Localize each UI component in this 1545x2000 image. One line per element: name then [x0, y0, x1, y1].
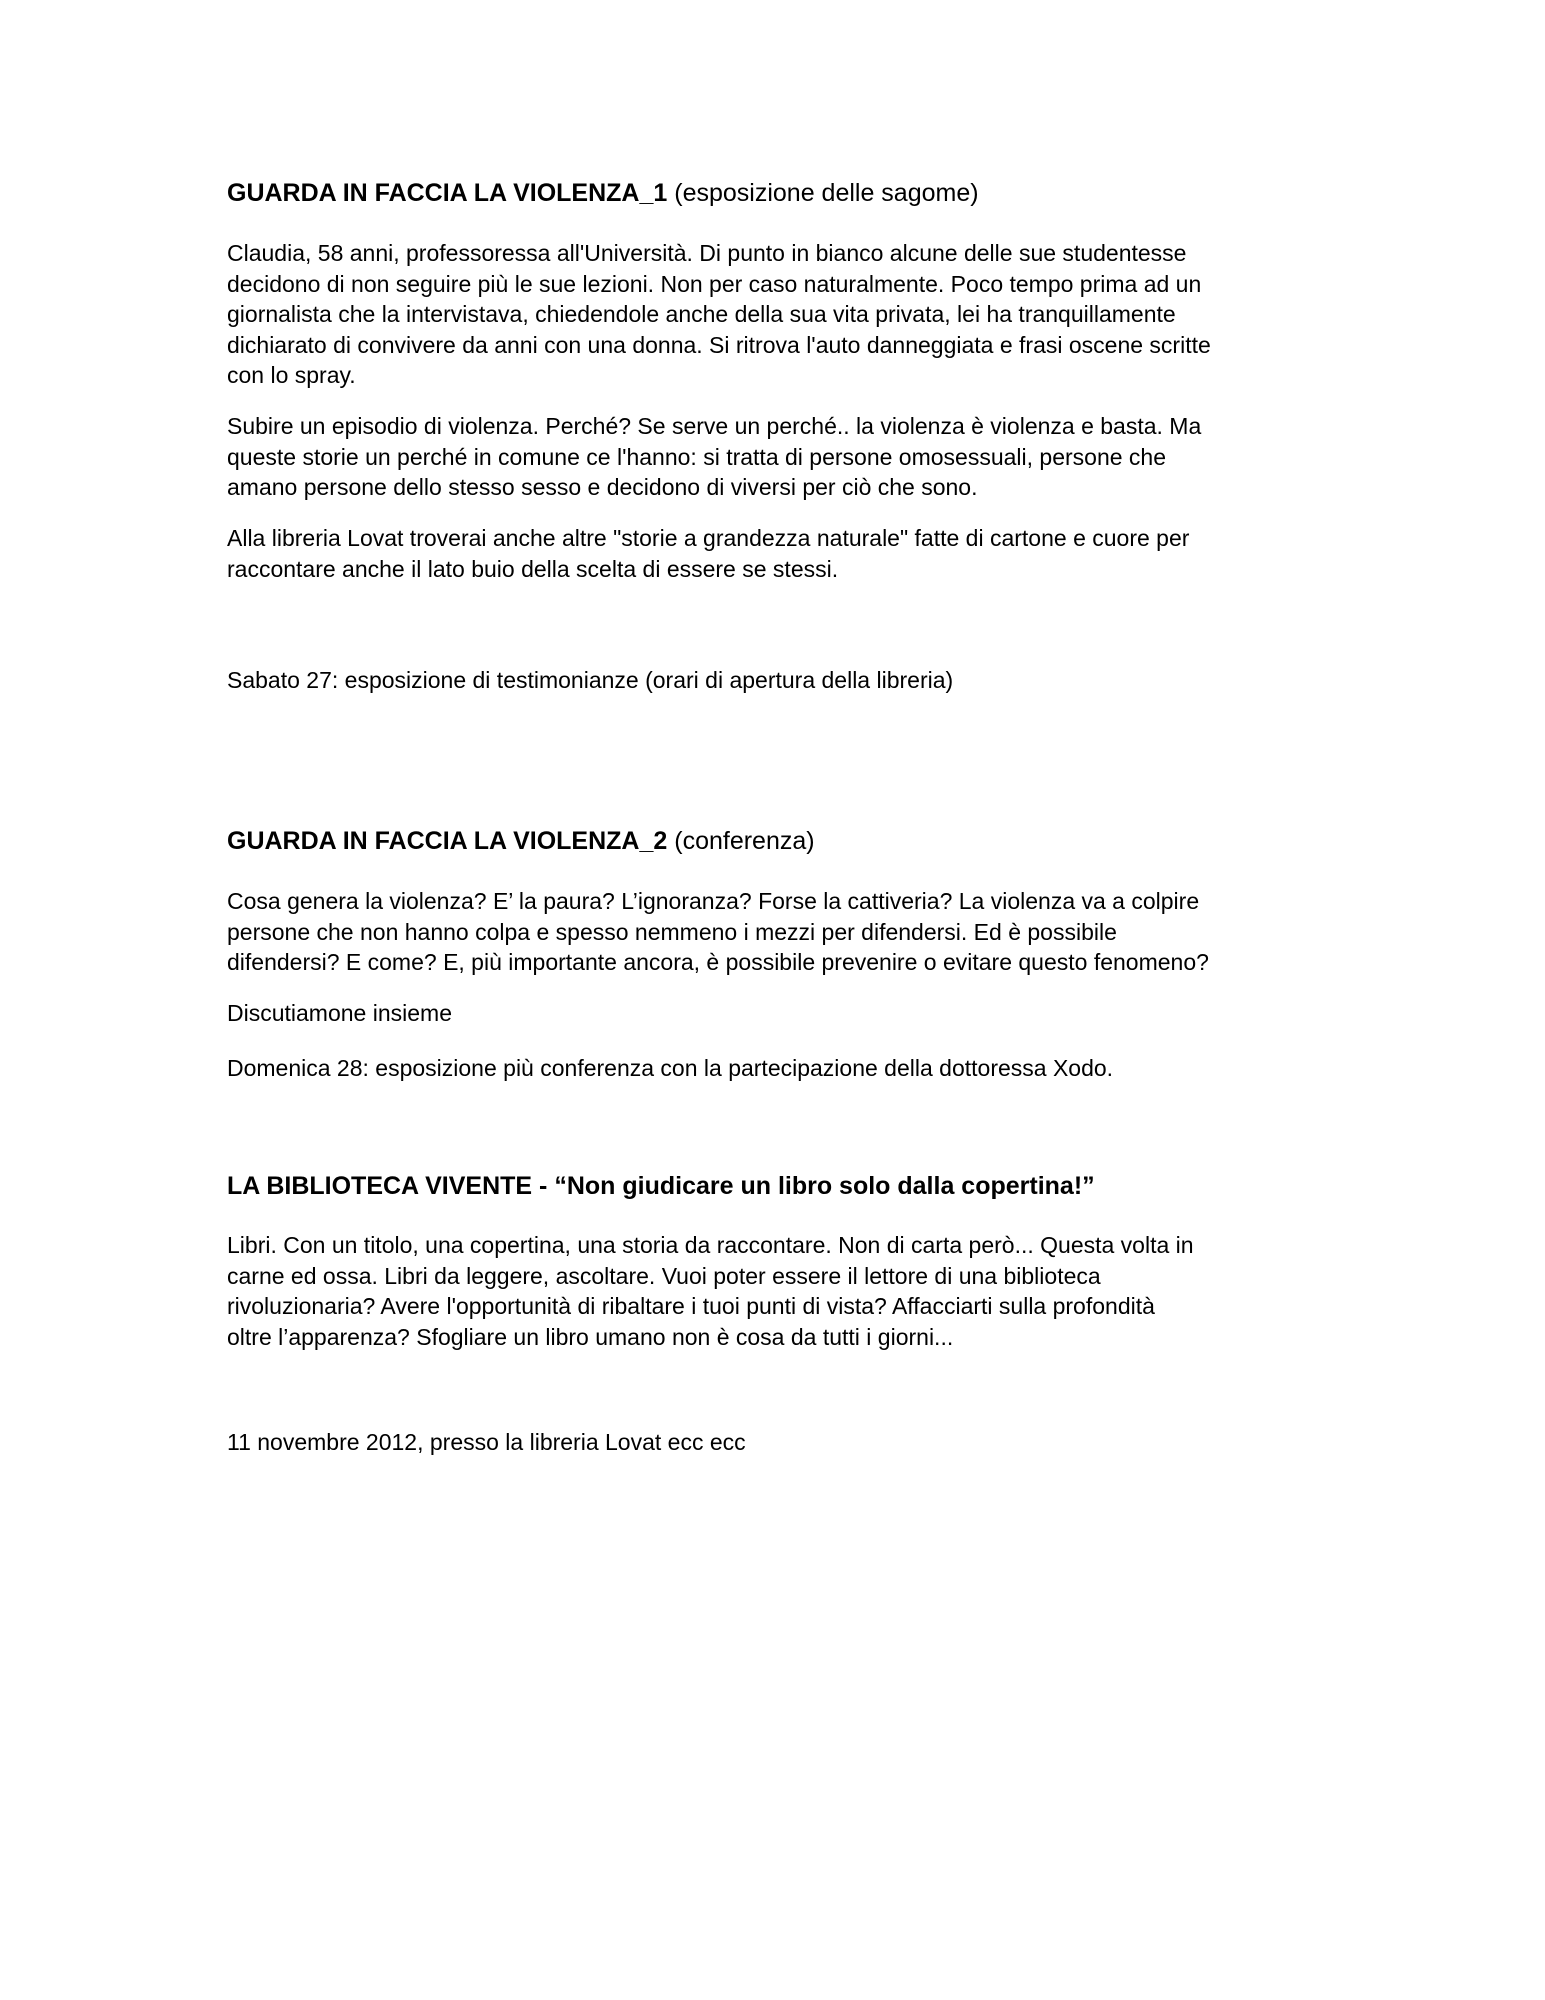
text-line: giornalista che la intervistava, chiedendole anche della sua vita privata, lei ha tranquillamente: [227, 301, 1176, 327]
section-1-heading: [227, 178, 1337, 208]
text-line: oltre l’apparenza? Sfogliare un libro umano non è cosa da tutti i giorni...: [227, 1323, 954, 1350]
section-3-paragraph-1: [227, 1230, 1337, 1352]
section-1-subtitle: (esposizione delle sagome): [667, 179, 979, 207]
text-line: Alla libreria Lovat troverai anche altre "storie a grandezza naturale" fatte di cartone e cuore per: [227, 525, 1190, 551]
text-line: raccontare anche il lato buio della scelta di essere se stessi.: [227, 555, 839, 582]
text-line: Claudia, 58 anni, professoressa all'Università. Di punto in bianco alcune delle sue studentesse: [227, 240, 1187, 266]
section-1-paragraph-2: [227, 411, 1337, 503]
event-date-line: 11 novembre 2012, presso la libreria Lovat ecc ecc: [227, 1429, 746, 1455]
section-1-footer: [227, 665, 1337, 696]
section-2-paragraph-1: [227, 886, 1337, 978]
text-line: carne ed ossa. Libri da leggere, ascoltare. Vuoi poter essere il lettore di una biblioteca: [227, 1262, 1101, 1289]
section-2-title: GUARDA IN FACCIA LA VIOLENZA_2: [227, 827, 668, 855]
section-1-paragraph-1: [227, 238, 1337, 391]
section-2-paragraph-3: [227, 1053, 1337, 1084]
section-2-paragraph-2: [227, 998, 1337, 1029]
text-line: Discutiamone insieme: [227, 1000, 452, 1026]
text-line: Subire un episodio di violenza. Perché? Se serve un perché.. la violenza è violenza e basta. Ma: [227, 413, 1202, 439]
text-line: Libri. Con un titolo, una copertina, una storia da raccontare. Non di carta però... Questa volta in: [227, 1232, 1194, 1258]
section-1-paragraph-3: [227, 523, 1337, 584]
text-line: persone che non hanno colpa e spesso nemmeno i mezzi per difendersi. Ed è possibile: [227, 918, 1117, 945]
text-line: amano persone dello stesso sesso e decidono di viversi per ciò che sono.: [227, 474, 978, 500]
text-line: con lo spray.: [227, 362, 356, 388]
text-line: Domenica 28: esposizione più conferenza con la partecipazione della dottoressa Xodo.: [227, 1055, 1114, 1081]
text-line: Cosa genera la violenza? E’ la paura? L’ignoranza? Forse la cattiveria? La violenza va a colpire: [227, 888, 1200, 914]
section-3-heading: [227, 1171, 1337, 1201]
text-line: difendersi? E come? E, più importante ancora, è possibile prevenire o evitare questo fenomeno?: [227, 949, 1209, 975]
section-2-heading: [227, 826, 1337, 856]
text-line: decidono di non seguire più le sue lezioni. Non per caso naturalmente. Poco tempo prima ad un: [227, 270, 1202, 297]
section-3-title: LA BIBLIOTECA VIVENTE - “Non giudicare un libro solo dalla copertina!”: [227, 1172, 1095, 1200]
text-line: dichiarato di convivere da anni con una donna. Si ritrova l'auto danneggiata e frasi oscene scritte: [227, 331, 1211, 358]
text-line: queste storie un perché in comune ce l'hanno: si tratta di persone omosessuali, persone che: [227, 443, 1167, 470]
section-1-title: GUARDA IN FACCIA LA VIOLENZA_1: [227, 179, 668, 207]
section-3-footer: [227, 1427, 1337, 1458]
event-date-line: Sabato 27: esposizione di testimonianze (orari di apertura della libreria): [227, 667, 954, 693]
section-2-subtitle: (conferenza): [667, 827, 815, 855]
text-line: rivoluzionaria? Avere l'opportunità di ribaltare i tuoi punti di vista? Affacciarti sulla profondità: [227, 1293, 1155, 1319]
